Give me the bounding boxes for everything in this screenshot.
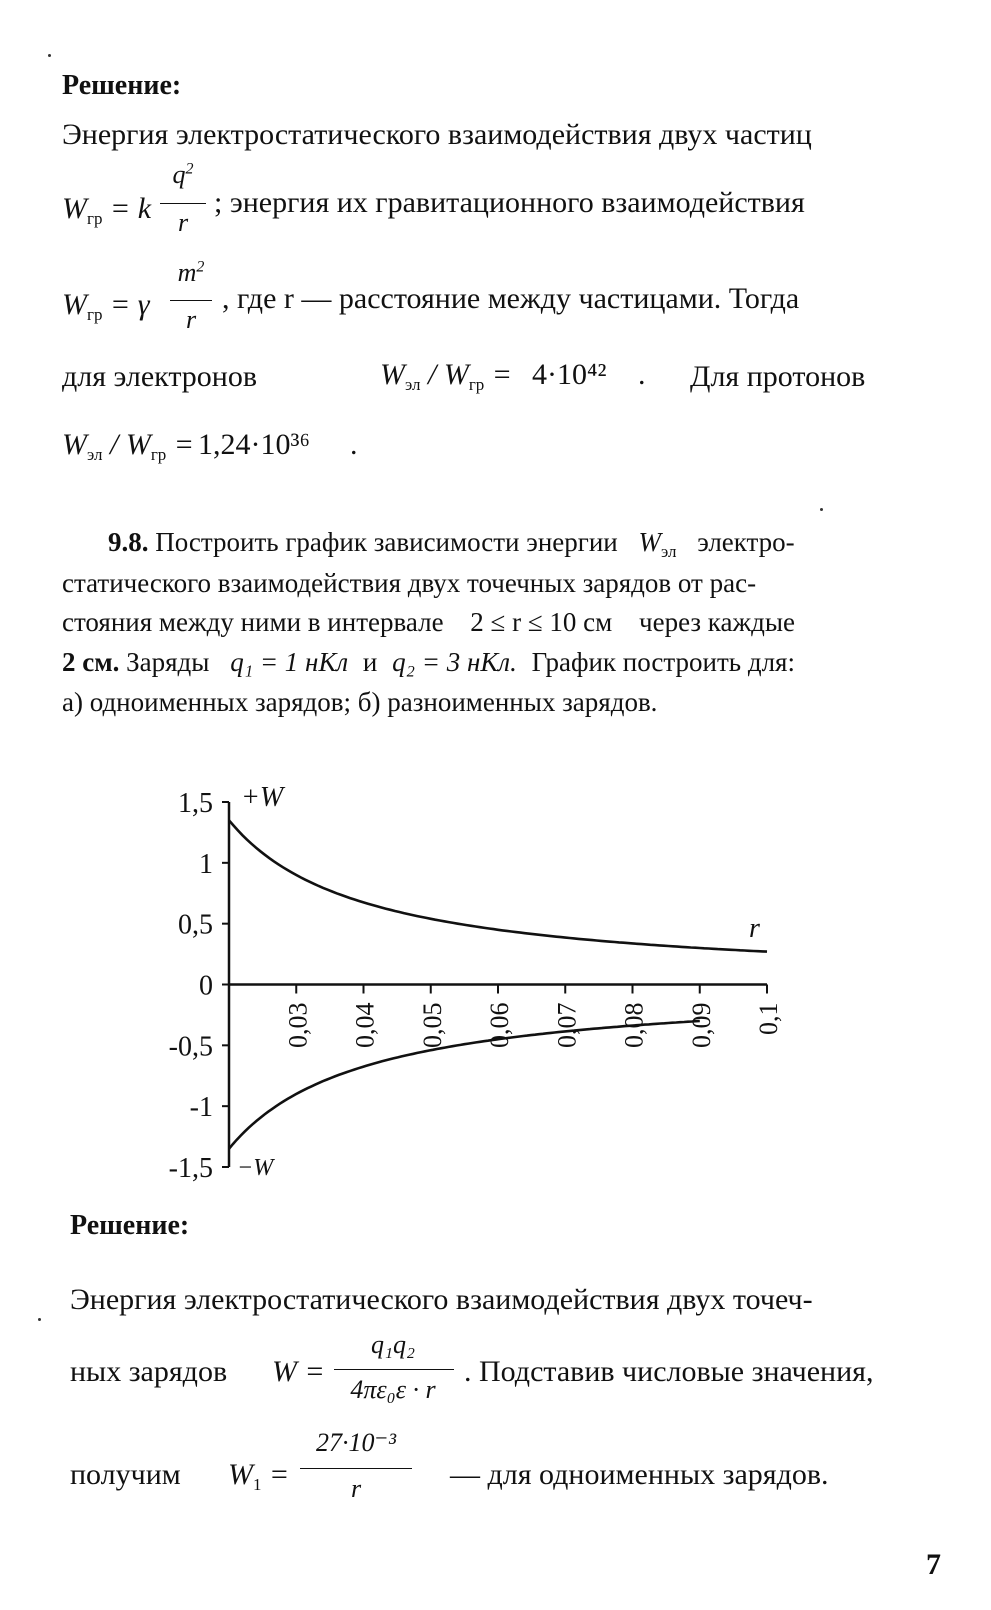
problem-range: 2 ≤ r ≤ 10 см: [470, 607, 613, 637]
y-tick-label: -1: [189, 1092, 213, 1124]
formula-frac-bar-3: [334, 1369, 454, 1370]
formula-w-el: $W_{гр} = k$: [62, 192, 152, 228]
formula-w-gr: $W_{гр} = \gamma$: [62, 288, 150, 324]
problem-and: и: [362, 647, 378, 677]
x-tick-label: 0,1: [754, 1002, 783, 1035]
ratio-protons-label: $W_{эл} / W_{гр}$ =: [62, 428, 195, 464]
y-tick-label: -0,5: [168, 1031, 213, 1063]
x-tick-label: 0,09: [686, 1002, 716, 1048]
series-line-negative: [229, 1021, 700, 1149]
solution1-line4-electrons: для электронов: [62, 360, 258, 393]
solution-heading-2: Решение:: [70, 1210, 190, 1241]
problem-line2: статического взаимодействия двух точечных зарядов от рас-: [62, 568, 757, 598]
solution1-line3-text: , где r — расстояние между частицами. Тогда: [222, 282, 800, 315]
formula-r-den-1: r: [177, 208, 189, 237]
x-tick-label: 0,05: [417, 1002, 447, 1048]
problem-line3-a: стояния между ними в интервале: [62, 607, 444, 637]
formula-frac-bar-1: [160, 203, 206, 204]
scan-speck: [48, 54, 51, 57]
y-tick-label: -1,5: [168, 1153, 213, 1184]
y-tick-label: 0: [199, 970, 213, 1002]
x-axis-label: r: [749, 913, 760, 944]
solution2-line1: Энергия электростатического взаимодействия двух точеч-: [70, 1283, 813, 1316]
solution2-line2-b: . Подставив числовые значения,: [464, 1355, 874, 1388]
y-tick-label: 0,5: [178, 909, 213, 941]
solution2-line2-a: ных зарядов: [70, 1355, 228, 1388]
formula-frac-bar-4: [300, 1468, 412, 1469]
y-tick-label: 1,5: [178, 788, 213, 819]
x-tick-label: 0,04: [350, 1002, 380, 1048]
formula-w: W =: [272, 1355, 325, 1388]
x-tick-label: 0,03: [283, 1002, 313, 1048]
formula-r-den-2: r: [185, 305, 197, 334]
x-tick-label: 0,08: [619, 1002, 649, 1048]
y-tick-label: 1: [199, 848, 213, 880]
problem-charges-label: Заряды: [126, 647, 210, 677]
y-axis-label-bottom: −W: [237, 1155, 274, 1181]
ratio-electrons-label: $W_{эл} / W_{гр}$ =: [380, 358, 513, 394]
scan-speck: [38, 1318, 41, 1321]
formula-w1-den: r: [350, 1474, 362, 1503]
problem-line1-a: Построить график зависимости энергии: [155, 527, 618, 557]
formula-den: 4πε₀ε · r: [350, 1375, 436, 1404]
problem-line1-b: электро-: [697, 527, 795, 557]
solution2-line3-b: — для одноименных зарядов.: [450, 1458, 829, 1491]
page-number: 7: [926, 1548, 941, 1581]
problem-line5: а) одноименных зарядов; б) разноименных зарядов.: [62, 687, 658, 717]
solution1-line2-text: ; энергия их гравитационного взаимодействия: [214, 186, 805, 219]
ratio-electrons-value: 4·10⁴²: [532, 358, 607, 391]
problem-q2: q₂ = 3 нКл.: [392, 647, 517, 677]
formula-w1: $W_1$ =: [228, 1458, 290, 1494]
formula-q2-num: $q^2$: [172, 160, 194, 189]
problem-line3-b: через каждые: [639, 607, 796, 637]
problem-q1: q₁ = 1 нКл: [230, 647, 349, 677]
formula-num: q₁q₂: [370, 1330, 416, 1359]
formula-w1-num: 27·10⁻³: [315, 1428, 397, 1457]
formula-frac-bar-2: [170, 300, 212, 301]
series-line-positive: [229, 820, 767, 951]
problem-line4-c: График построить для:: [531, 647, 795, 677]
x-tick-label: 0,07: [552, 1002, 582, 1048]
formula-m2-num: $m^2$: [177, 258, 205, 287]
solution1-line1: Энергия электростатического взаимодействия двух частиц: [62, 118, 812, 151]
x-tick-label: 0,06: [485, 1002, 514, 1048]
solution-heading-1: Решение:: [62, 70, 182, 101]
scan-speck: [820, 508, 823, 511]
solution2-line3-a: получим: [70, 1458, 181, 1491]
ratio-protons-value: 1,24·10³⁶: [198, 428, 310, 461]
y-axis-label-top: +W: [241, 782, 284, 813]
problem-number: 9.8.: [108, 527, 149, 557]
problem-step: 2 см.: [62, 647, 120, 677]
solution1-line4-protons: Для протонов: [690, 360, 866, 393]
